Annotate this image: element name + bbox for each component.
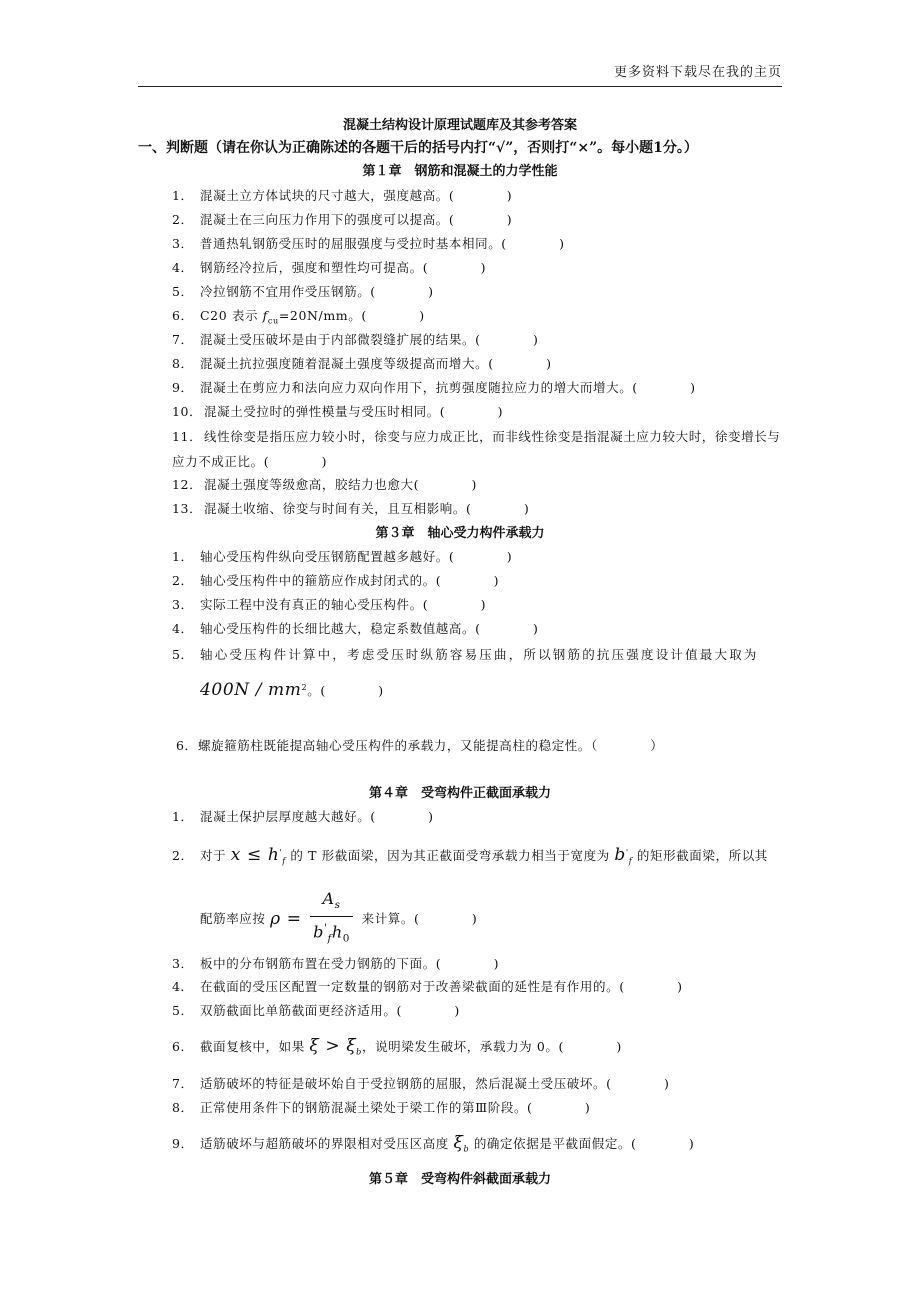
question-1-2: 2． 混凝土在三向压力作用下的强度可以提高。( ) [172, 212, 513, 227]
question-4-2: 2． 对于 $x \le h'_f$ 的 T 形截面梁，因为其正截面受弯承载力相当于宽度为 $b'_f$ 的矩形截面梁，所以其 [172, 845, 768, 866]
header-text: 更多资料下载尽在我的主页 [613, 65, 782, 80]
question-3-2: 2． 轴心受压构件中的箍筋应作成封闭式的。( ) [172, 573, 500, 588]
question-4-8: 8． 正常使用条件下的钢筋混凝土梁处于梁工作的第Ⅲ阶段。( ) [172, 1100, 591, 1115]
question-3-5: 5． 轴心受压构件计算中，考虑受压时纵筋容易压曲，所以钢筋的抗压强度设计值最大取为 [172, 647, 759, 662]
question-1-11: 11． 线性徐变是指压应力较小时，徐变与应力成正比，而非线性徐变是指混凝土应力较大时，徐变增长与应力不成正比。( ) [172, 429, 781, 469]
chapter-1-title: 第１章 钢筋和混凝土的力学性能 [362, 164, 558, 179]
question-4-3: 3． 板中的分布钢筋布置在受力钢筋的下面。( ) [172, 956, 500, 971]
question-4-1: 1． 混凝土保护层厚度越大越好。( ) [172, 809, 434, 824]
page-header [138, 64, 782, 87]
question-3-4: 4． 轴心受压构件的长细比越大，稳定系数值越高。( ) [172, 621, 539, 636]
question-1-13: 13． 混凝土收缩、徐变与时间有关，且互相影响。( ) [172, 501, 530, 516]
question-4-5: 5． 双筋截面比单筋截面更经济适用。( ) [172, 1003, 460, 1018]
question-1-8: 8． 混凝土抗拉强度随着混凝土强度等级提高而增大。( ) [172, 356, 552, 371]
question-1-7: 7． 混凝土受压破坏是由于内部微裂缝扩展的结果。( ) [172, 332, 539, 347]
question-4-2-formula: 配筋率应按 ρ = $\frac{A_s}{b'_fh_0}$ 来计算。( ) [200, 888, 812, 950]
question-3-1: 1． 轴心受压构件纵向受压钢筋配置越多越好。( ) [172, 549, 513, 564]
document-title: 混凝土结构设计原理试题库及其参考答案 [342, 118, 577, 133]
question-4-9: 9． 适筋破坏与超筋破坏的界限相对受压区高度 $\xi_b$ 的确定依据是平截面假定。( ) [172, 1133, 695, 1154]
question-4-4: 4． 在截面的受压区配置一定数量的钢筋对于改善梁截面的延性是有作用的。( ) [172, 979, 683, 994]
question-1-10: 10． 混凝土受拉时的弹性模量与受压时相同。( ) [172, 404, 504, 419]
question-1-5: 5． 冷拉钢筋不宜用作受压钢筋。( ) [172, 284, 434, 299]
question-3-3: 3． 实际工程中没有真正的轴心受压构件。( ) [172, 597, 487, 612]
reinforcement-ratio-fraction: $\frac{A_s}{b'_fh_0}$ [310, 888, 353, 950]
chapter-3-title: 第３章 轴心受力构件承载力 [375, 526, 545, 541]
question-1-9: 9． 混凝土在剪应力和法向应力双向作用下，抗剪强度随拉应力的增大而增大。( ) [172, 380, 696, 395]
question-1-4: 4． 钢筋经冷拉后，强度和塑性均可提高。( ) [172, 260, 487, 275]
question-4-6: 6． 截面复核中，如果 $\xi > \xi_b$，说明梁发生破坏，承载力为 0。( ) [172, 1036, 622, 1057]
question-1-3: 3． 普通热轧钢筋受压时的屈服强度与受拉时基本相同。( ) [172, 236, 565, 251]
question-1-12: 12． 混凝土强度等级愈高，胶结力也愈大( ) [172, 477, 477, 492]
chapter-5-title: 第５章 受弯构件斜截面承载力 [368, 1172, 551, 1187]
question-3-5-formula: $400N / mm^2$。( ) [200, 680, 384, 701]
section-heading: 一、判断题（请在你认为正确陈述的各题干后的括号内打“√”，否则打“×”。每小题1分。） [138, 140, 698, 156]
chapter-4-title: 第４章 受弯构件正截面承载力 [368, 786, 551, 801]
question-1-1: 1． 混凝土立方体试块的尺寸越大，强度越高。( ) [172, 188, 513, 203]
question-1-6: 6． C20 表示 $f_{cu}=20N/mm$。( ) [172, 308, 425, 326]
question-4-7: 7． 适筋破坏的特征是破坏始自于受拉钢筋的屈服，然后混凝土受压破坏。( ) [172, 1076, 670, 1091]
question-3-6: 6．螺旋箍筋柱既能提高轴心受压构件的承载力，又能提高柱的稳定性。（ ） [176, 738, 664, 753]
